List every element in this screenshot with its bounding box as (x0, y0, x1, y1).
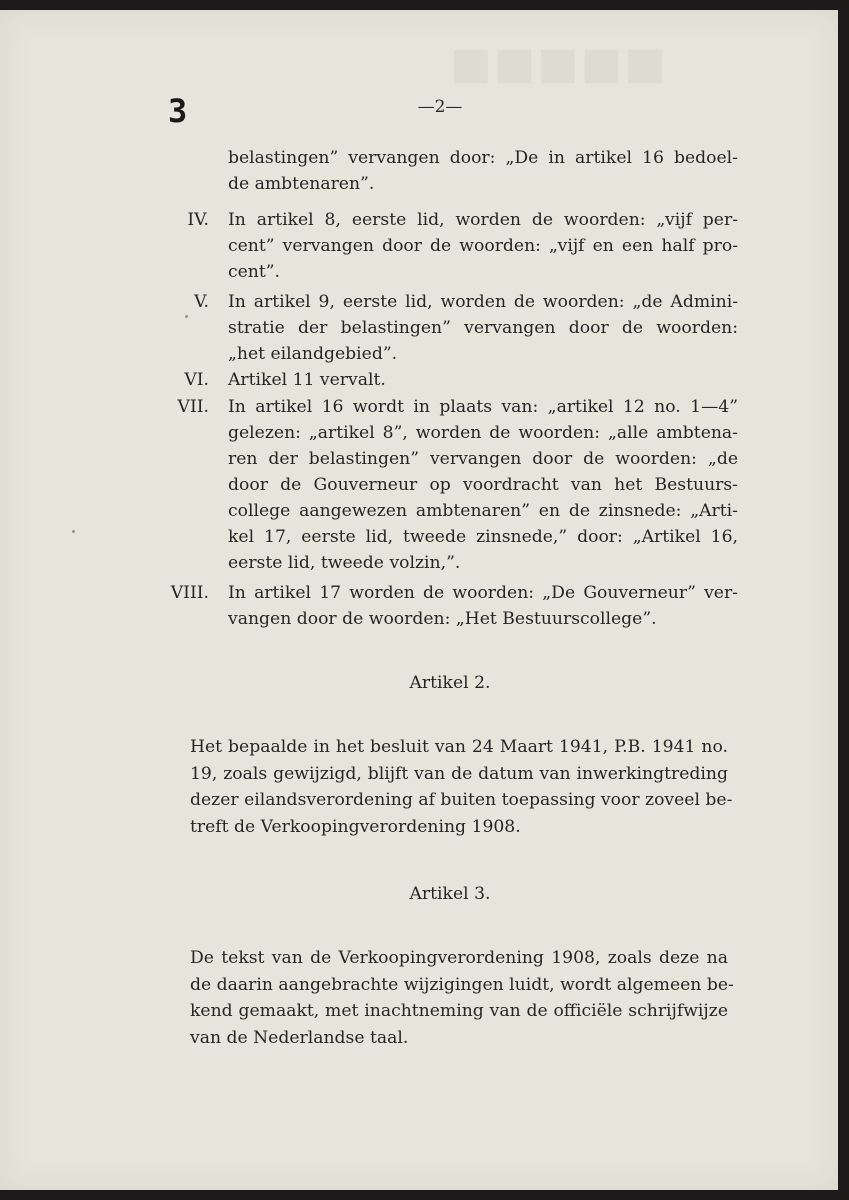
text-line: college aangewezen ambtenaren” en de zinsnede: „Arti- (228, 501, 738, 521)
text-line: door de Gouverneur op voordracht van het Bestuurs- (228, 475, 738, 495)
text-line: kend gemaakt, met inachtneming van de officiële schrijfwijze (190, 1001, 728, 1021)
text-line: van de Nederlandse taal. (190, 1027, 409, 1048)
text-line: 19, zoals gewijzigd, blijft van de datum van inwerkingtreding (190, 763, 728, 784)
text-line: stratie der belastingen” vervangen door de woorden: (228, 318, 738, 338)
text-line: Artikel 11 vervalt. (228, 370, 386, 390)
text-line: cent”. (228, 262, 281, 282)
text-line: ren der belastingen” vervangen door de woorden: „de (228, 449, 738, 469)
amendment-number: VIII. (170, 583, 209, 603)
page-number: —2— (417, 97, 463, 117)
page-mark: 3 (168, 92, 188, 130)
text-line: In artikel 9, eerste lid, worden de woorden: „de Admini- (228, 292, 738, 312)
text-line: In artikel 8, eerste lid, worden de woorden: „vijf per- (228, 210, 738, 230)
text-line: de daarin aangebrachte wijzigingen luidt, wordt algemeen be- (190, 974, 734, 995)
text-line: cent” vervangen door de woorden: „vijf en een half pro- (228, 236, 738, 256)
text-line: gelezen: „artikel 8”, worden de woorden: „alle ambtena- (228, 423, 738, 443)
text-line: „het eilandgebied”. (228, 344, 398, 364)
text-line: De tekst van de Verkoopingverordening 1908, zoals deze na (190, 948, 728, 968)
text-line: Het bepaalde in het besluit van 24 Maart 1941, P.B. 1941 no. (190, 737, 728, 757)
text-line: kel 17, eerste lid, tweede zinsnede,” door: „Artikel 16, (228, 527, 738, 547)
paper-speck (185, 315, 188, 318)
bleed-through-mark: ■■■■■ (450, 38, 668, 89)
text-line: vangen door de woorden: „Het Bestuurscollege”. (228, 609, 657, 629)
text-line: de ambtenaren”. (228, 174, 375, 194)
amendment-number: IV. (187, 210, 209, 230)
text-line: dezer eilandsverordening af buiten toepassing voor zoveel be- (190, 790, 733, 810)
amendment-number: V. (194, 292, 209, 312)
paper-speck (72, 530, 75, 533)
article-2-heading: Artikel 2. (409, 673, 491, 693)
text-line: eerste lid, tweede volzin,”. (228, 553, 461, 573)
text-line: treft de Verkoopingverordening 1908. (190, 816, 521, 837)
text-line: In artikel 16 wordt in plaats van: „artikel 12 no. 1—4” (228, 397, 738, 417)
article-3-heading: Artikel 3. (409, 884, 491, 904)
text-line: In artikel 17 worden de woorden: „De Gouverneur” ver- (228, 583, 738, 603)
amendment-number: VII. (177, 397, 209, 417)
article-2-paragraph (190, 734, 733, 840)
article-3-paragraph (190, 945, 734, 1051)
document-page (0, 10, 838, 1190)
text-line: belastingen” vervangen door: „De in artikel 16 bedoel- (228, 148, 738, 168)
amendment-number: VI. (184, 370, 209, 390)
